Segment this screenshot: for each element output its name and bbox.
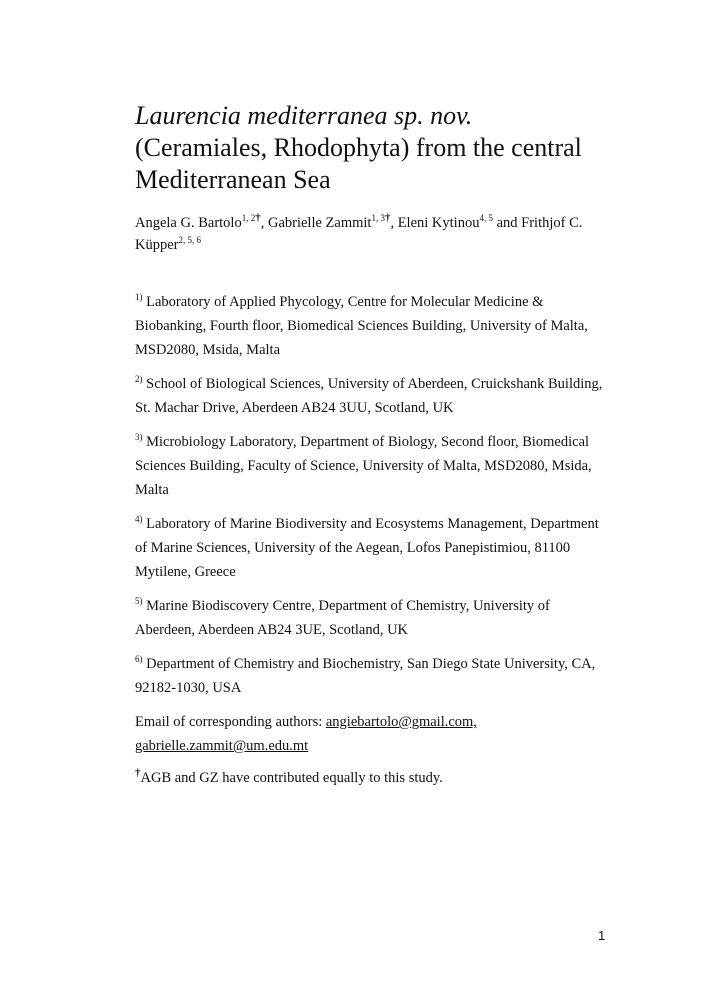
affiliation-number: 3) <box>135 432 143 442</box>
author-affiliation-ref: 1, 2 <box>241 213 256 223</box>
author-affiliation-ref: 4, 5 <box>479 213 493 223</box>
equal-contribution-mark: † <box>384 212 391 224</box>
paper-title-species: Laurencia mediterranea sp. nov. <box>135 101 473 130</box>
affiliation-list <box>135 290 605 700</box>
contribution-text: AGB and GZ have contributed equally to this study. <box>140 770 443 786</box>
dagger-symbol: † <box>135 767 141 779</box>
affiliation-item <box>135 594 605 642</box>
equal-contribution-note <box>135 766 605 790</box>
affiliation-text: Laboratory of Marine Biodiversity and Ecosystems Management, Department of Marine Sciences, University of the Aegean, Lofos Panepistimiou, 81100 Mytilene, Greece <box>135 516 599 580</box>
affiliation-number: 6) <box>135 654 143 664</box>
affiliation-item <box>135 290 605 362</box>
affiliation-number: 5) <box>135 596 143 606</box>
affiliation-item <box>135 652 605 700</box>
equal-contribution-mark: † <box>255 212 261 224</box>
corresponding-email <box>135 710 605 758</box>
paper-title <box>135 100 605 196</box>
author-affiliation-ref: 2, 5, 6 <box>178 235 201 245</box>
author-name: Gabrielle Zammit <box>267 215 372 231</box>
author-separator: and <box>492 215 522 231</box>
author-separator: , <box>260 215 268 231</box>
paper-front-page <box>135 100 605 790</box>
page-number: 1 <box>598 928 606 943</box>
email-label: Email of corresponding authors: <box>135 714 326 730</box>
affiliation-text: Department of Chemistry and Biochemistry, San Diego State University, CA, 92182-1030, USA <box>135 656 596 696</box>
affiliation-text: Marine Biodiscovery Centre, Department of Chemistry, University of Aberdeen, Aberdeen AB24 3UE, Scotland, UK <box>135 598 550 638</box>
affiliation-text: School of Biological Sciences, University of Aberdeen, Cruickshank Building, St. Machar Drive, Aberdeen AB24 3UU, Scotland, UK <box>135 376 603 416</box>
affiliation-item <box>135 512 605 584</box>
email-link-1[interactable]: angiebartolo@gmail.com, <box>325 714 477 730</box>
affiliation-number: 2) <box>135 374 143 384</box>
author-name: Frithjof C. Küpper <box>135 215 583 253</box>
affiliation-text: Microbiology Laboratory, Department of Biology, Second floor, Biomedical Sciences Building, Faculty of Science, University of Malta, MSD2080, Msida, Malta <box>135 434 592 498</box>
paper-title-rest: (Ceramiales, Rhodophyta) from the central Mediterranean Sea <box>135 133 582 194</box>
affiliation-number: 1) <box>135 292 143 302</box>
author-separator: , <box>390 215 398 231</box>
author-list <box>135 212 605 256</box>
affiliation-text: Laboratory of Applied Phycology, Centre for Molecular Medicine & Biobanking, Fourth floor, Biomedical Sciences Building, University of Malta, MSD2080, Msida, Malta <box>135 294 588 358</box>
email-link-2[interactable]: gabrielle.zammit@um.edu.mt <box>135 738 309 754</box>
affiliation-number: 4) <box>135 514 143 524</box>
author-name: Eleni Kytinou <box>397 215 480 231</box>
author-name: Angela G. Bartolo <box>135 215 242 231</box>
author-affiliation-ref: 1, 3 <box>371 213 385 223</box>
affiliation-item <box>135 372 605 420</box>
affiliation-item <box>135 430 605 502</box>
